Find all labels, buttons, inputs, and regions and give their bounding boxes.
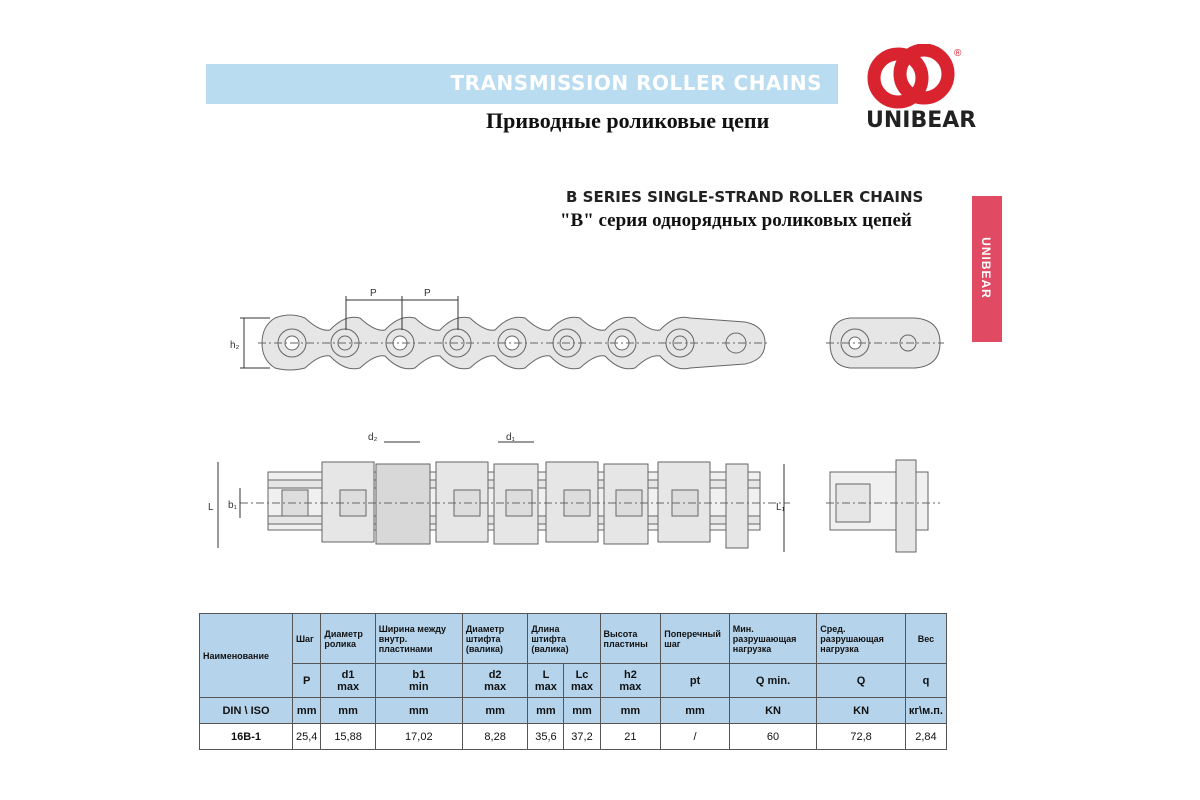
standard-label: DIN \ ISO — [200, 698, 293, 724]
cell-pin-length: 35,6 — [528, 724, 564, 750]
col-unit-1: mm — [321, 698, 375, 724]
side-tab-label: UNIBEAR — [979, 237, 993, 299]
pin-length-label: L — [208, 502, 214, 513]
col-title-3: Диаметр штифта (валика) — [462, 614, 528, 664]
col-title-7: Поперечный шаг — [661, 614, 729, 664]
name-header: Наименование — [200, 614, 293, 698]
col-symbol-4: L max — [528, 664, 564, 698]
col-title-10: Вес — [905, 614, 946, 664]
chain-end-section-view — [826, 460, 940, 552]
col-symbol-7: pt — [661, 664, 729, 698]
col-unit-5: mm — [564, 698, 600, 724]
banner-title: TRANSMISSION ROLLER CHAINS — [450, 71, 822, 95]
subtitle-russian: Приводные роликовые цепи — [486, 108, 770, 133]
col-title-8: Мин. разрушающая нагрузка — [729, 614, 817, 664]
cell-min-breaking-load: 60 — [729, 724, 817, 750]
col-symbol-9: Q — [817, 664, 906, 698]
inner-width-label: b₁ — [228, 500, 237, 511]
series-title-russian: "B" серия однорядных роликовых цепей — [560, 210, 912, 231]
plate-height-label: h₂ — [230, 340, 240, 351]
col-unit-3: mm — [462, 698, 528, 724]
col-symbol-1: d1 max — [321, 664, 375, 698]
pin-length-c-label: L₁ — [776, 502, 785, 513]
col-symbol-10: q — [905, 664, 946, 698]
series-title-english: B SERIES SINGLE-STRAND ROLLER CHAINS — [566, 188, 924, 206]
cell-pin-diameter: 8,28 — [462, 724, 528, 750]
col-symbol-0: P — [293, 664, 321, 698]
table-row — [200, 724, 947, 750]
registered-mark: ® — [954, 48, 962, 59]
col-unit-9: KN — [817, 698, 906, 724]
col-title-1: Диаметр ролика — [321, 614, 375, 664]
cell-transverse-pitch: / — [661, 724, 729, 750]
row-name: 16B-1 — [200, 724, 293, 750]
cell-pitch: 25,4 — [293, 724, 321, 750]
roller-diameter-label: d₁ — [506, 432, 515, 443]
col-unit-8: KN — [729, 698, 817, 724]
chain-top-view — [258, 315, 770, 370]
pitch-label-1: P — [370, 288, 377, 299]
col-symbol-3: d2 max — [462, 664, 528, 698]
col-title-0: Шаг — [293, 614, 321, 664]
cell-avg-breaking-load: 72,8 — [817, 724, 906, 750]
cell-plate-height: 21 — [600, 724, 661, 750]
col-unit-4: mm — [528, 698, 564, 724]
col-unit-2: mm — [375, 698, 462, 724]
col-title-4: Длина штифта (валика) — [528, 614, 600, 664]
chain-section-view — [240, 462, 790, 548]
cell-roller-diameter: 15,88 — [321, 724, 375, 750]
cell-inner-width: 17,02 — [375, 724, 462, 750]
col-unit-6: mm — [600, 698, 661, 724]
cell-weight: 2,84 — [905, 724, 946, 750]
chain-end-view — [826, 318, 944, 368]
col-unit-0: mm — [293, 698, 321, 724]
pin-diameter-label: d₂ — [368, 432, 378, 443]
col-unit-7: mm — [661, 698, 729, 724]
col-unit-10: кг\м.п. — [905, 698, 946, 724]
col-symbol-5: Lc max — [564, 664, 600, 698]
cell-pin-length-c: 37,2 — [564, 724, 600, 750]
col-symbol-2: b1 min — [375, 664, 462, 698]
col-title-6: Высота пластины — [600, 614, 661, 664]
col-title-9: Сред. разрушающая нагрузка — [817, 614, 906, 664]
col-symbol-8: Q min. — [729, 664, 817, 698]
brand-name: UNIBEAR — [866, 108, 977, 133]
col-title-2: Ширина между внутр. пластинами — [375, 614, 462, 664]
col-symbol-6: h2 max — [600, 664, 661, 698]
pitch-label-2: P — [424, 288, 431, 299]
specification-table — [199, 613, 947, 750]
